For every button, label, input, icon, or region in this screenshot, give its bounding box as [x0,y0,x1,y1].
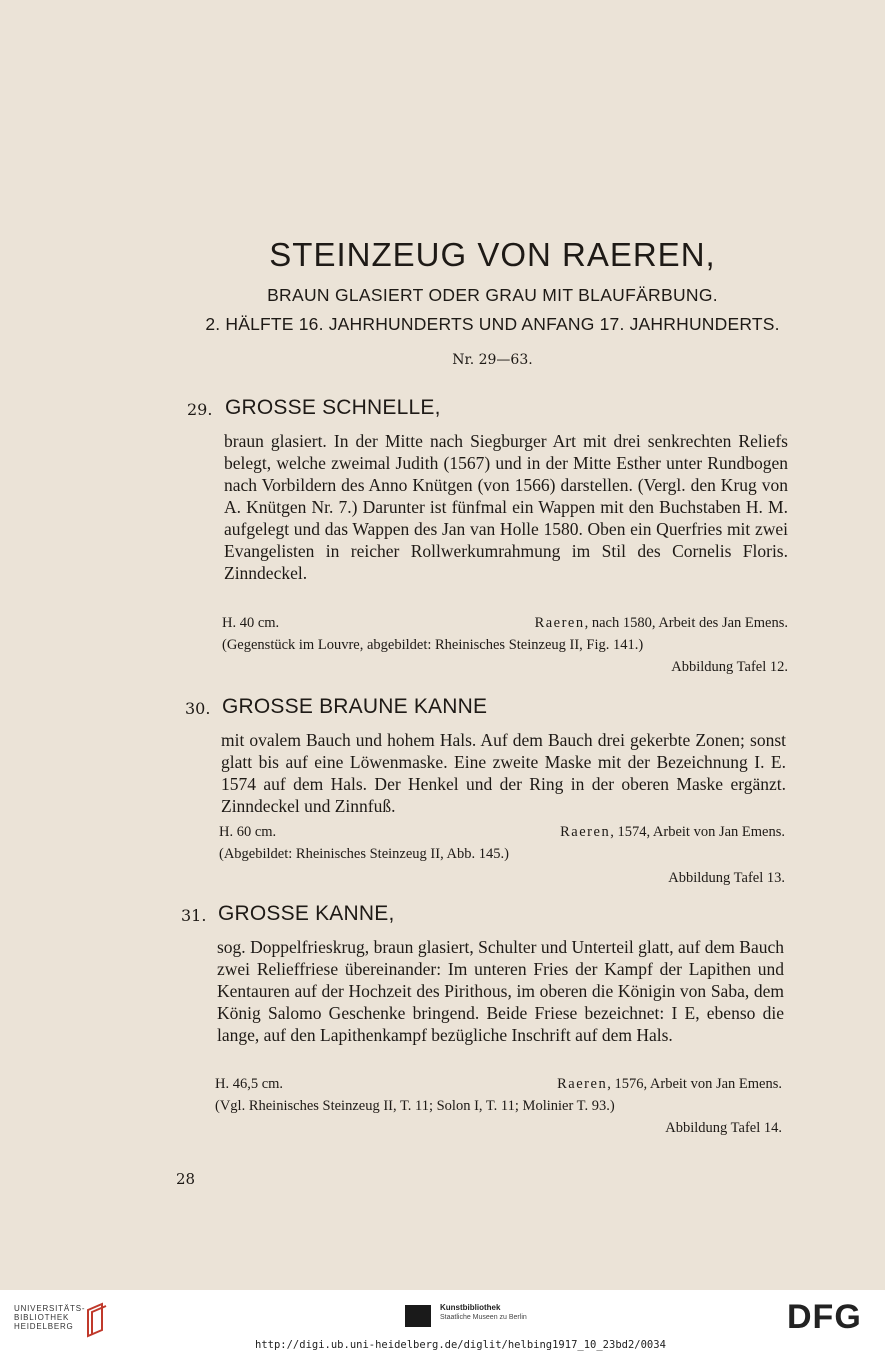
entry-description: braun glasiert. In der Mitte nach Siegburger Art mit drei senkrechten Reliefs belegt, welche zweimal Judith (1567) und in der Mitte Esther unter Rundbogen nach Vorbildern des Anno Knütgen (von 1566) darstellen. (Vergl. den Krug von A. Knütgen Nr. 7.) Darunter ist fünfmal ein Wappen mit den Buchstaben H. M. aufgelegt und das Wappen des Jan van Holle 1580. Oben ein Querfries mit zwei Evangelisten in reicher Rollwerkumrahmung im Stil des Cornelis Floris. Zinndeckel. [224,431,788,583]
kunstbibliothek-logo-icon[interactable] [405,1305,431,1327]
entry-place: Raeren [534,615,585,631]
number-range: Nr. 29—63. [452,352,533,368]
entry-number: 31. [181,906,207,925]
library-name: Kunstbibliothek [440,1303,501,1312]
entry-number: 29. [187,400,213,419]
entry-note: (Gegenstück im Louvre, abgebildet: Rheinisches Steinzeug II, Fig. 141.) [222,637,644,653]
entry-note: (Abgebildet: Rheinisches Steinzeug II, Abb. 145.) [219,846,509,862]
entry-number: 30. [185,699,211,718]
page-subtitle: BRAUN GLASIERT ODER GRAU MIT BLAUFÄRBUNG. [267,285,718,305]
entry-description: sog. Doppelfrieskrug, braun glasiert, Schulter und Unterteil glatt, auf dem Bauch zwei Relieffriese übereinander: Im unteren Fries der Kampf der Lapithen und Kentauren auf der Hochzeit des Pirithous, im oberen die Königin von Saba, dem König Salomo Geschenke bringend. Beide Friese bezeichnet: I E, ebenso die lange, auf den Lapithenkampf bezügliche Inschrift auf dem Hals. [217,937,784,1045]
library-subtitle: Staatliche Museen zu Berlin [440,1314,527,1321]
entry-plate: Abbildung Tafel 14. [665,1120,782,1136]
entry-title: GROSSE SCHNELLE, [225,396,441,419]
entry-place: Raeren [557,1076,608,1092]
entry-description: mit ovalem Bauch und hohem Hals. Auf dem Bauch drei gekerbte Zonen; sonst glatt bis auf eine Löwenmaske. Eine zweite Maske mit der Bezeichnung I. E. 1574 auf dem Hals. Der Henkel und der Ring in der oberen Maske ergänzt. Zinndeckel und Zinnfuß. [221,730,786,816]
entry-origin: , 1576, Arbeit von Jan Emens. [607,1076,782,1092]
university-logo-icon[interactable] [82,1300,108,1338]
entry-title: GROSSE KANNE, [218,902,395,925]
entry-plate: Abbildung Tafel 13. [668,870,785,886]
entry-origin: , 1574, Arbeit von Jan Emens. [610,824,785,840]
entry-origin: , nach 1580, Arbeit des Jan Emens. [584,615,788,631]
entry-note: (Vgl. Rheinisches Steinzeug II, T. 11; Solon I, T. 11; Molinier T. 93.) [215,1098,615,1114]
page-title: STEINZEUG VON RAEREN, [269,236,716,273]
university-library-label[interactable]: UNIVERSITÄTS- BIBLIOTHEK HEIDELBERG [14,1304,86,1331]
entry-place: Raeren [560,824,611,840]
entry-title: GROSSE BRAUNE KANNE [222,695,488,718]
source-url-link[interactable]: http://digi.ub.uni-heidelberg.de/diglit/helbing1917_10_23bd2/0034 [255,1339,666,1351]
entry-height: H. 46,5 cm. [215,1076,284,1092]
footer-bar [0,1290,885,1354]
page-period: 2. HÄLFTE 16. JAHRHUNDERTS UND ANFANG 17. JAHRHUNDERTS. [205,314,780,334]
entry-height: H. 40 cm. [222,615,280,631]
entry-plate: Abbildung Tafel 12. [671,659,788,675]
entry-height: H. 60 cm. [219,824,277,840]
entry-meta [219,821,785,889]
entry-meta [222,612,788,678]
entry-meta [215,1073,782,1139]
dfg-logo[interactable]: DFG [787,1298,862,1336]
page-number: 28 [176,1170,196,1188]
